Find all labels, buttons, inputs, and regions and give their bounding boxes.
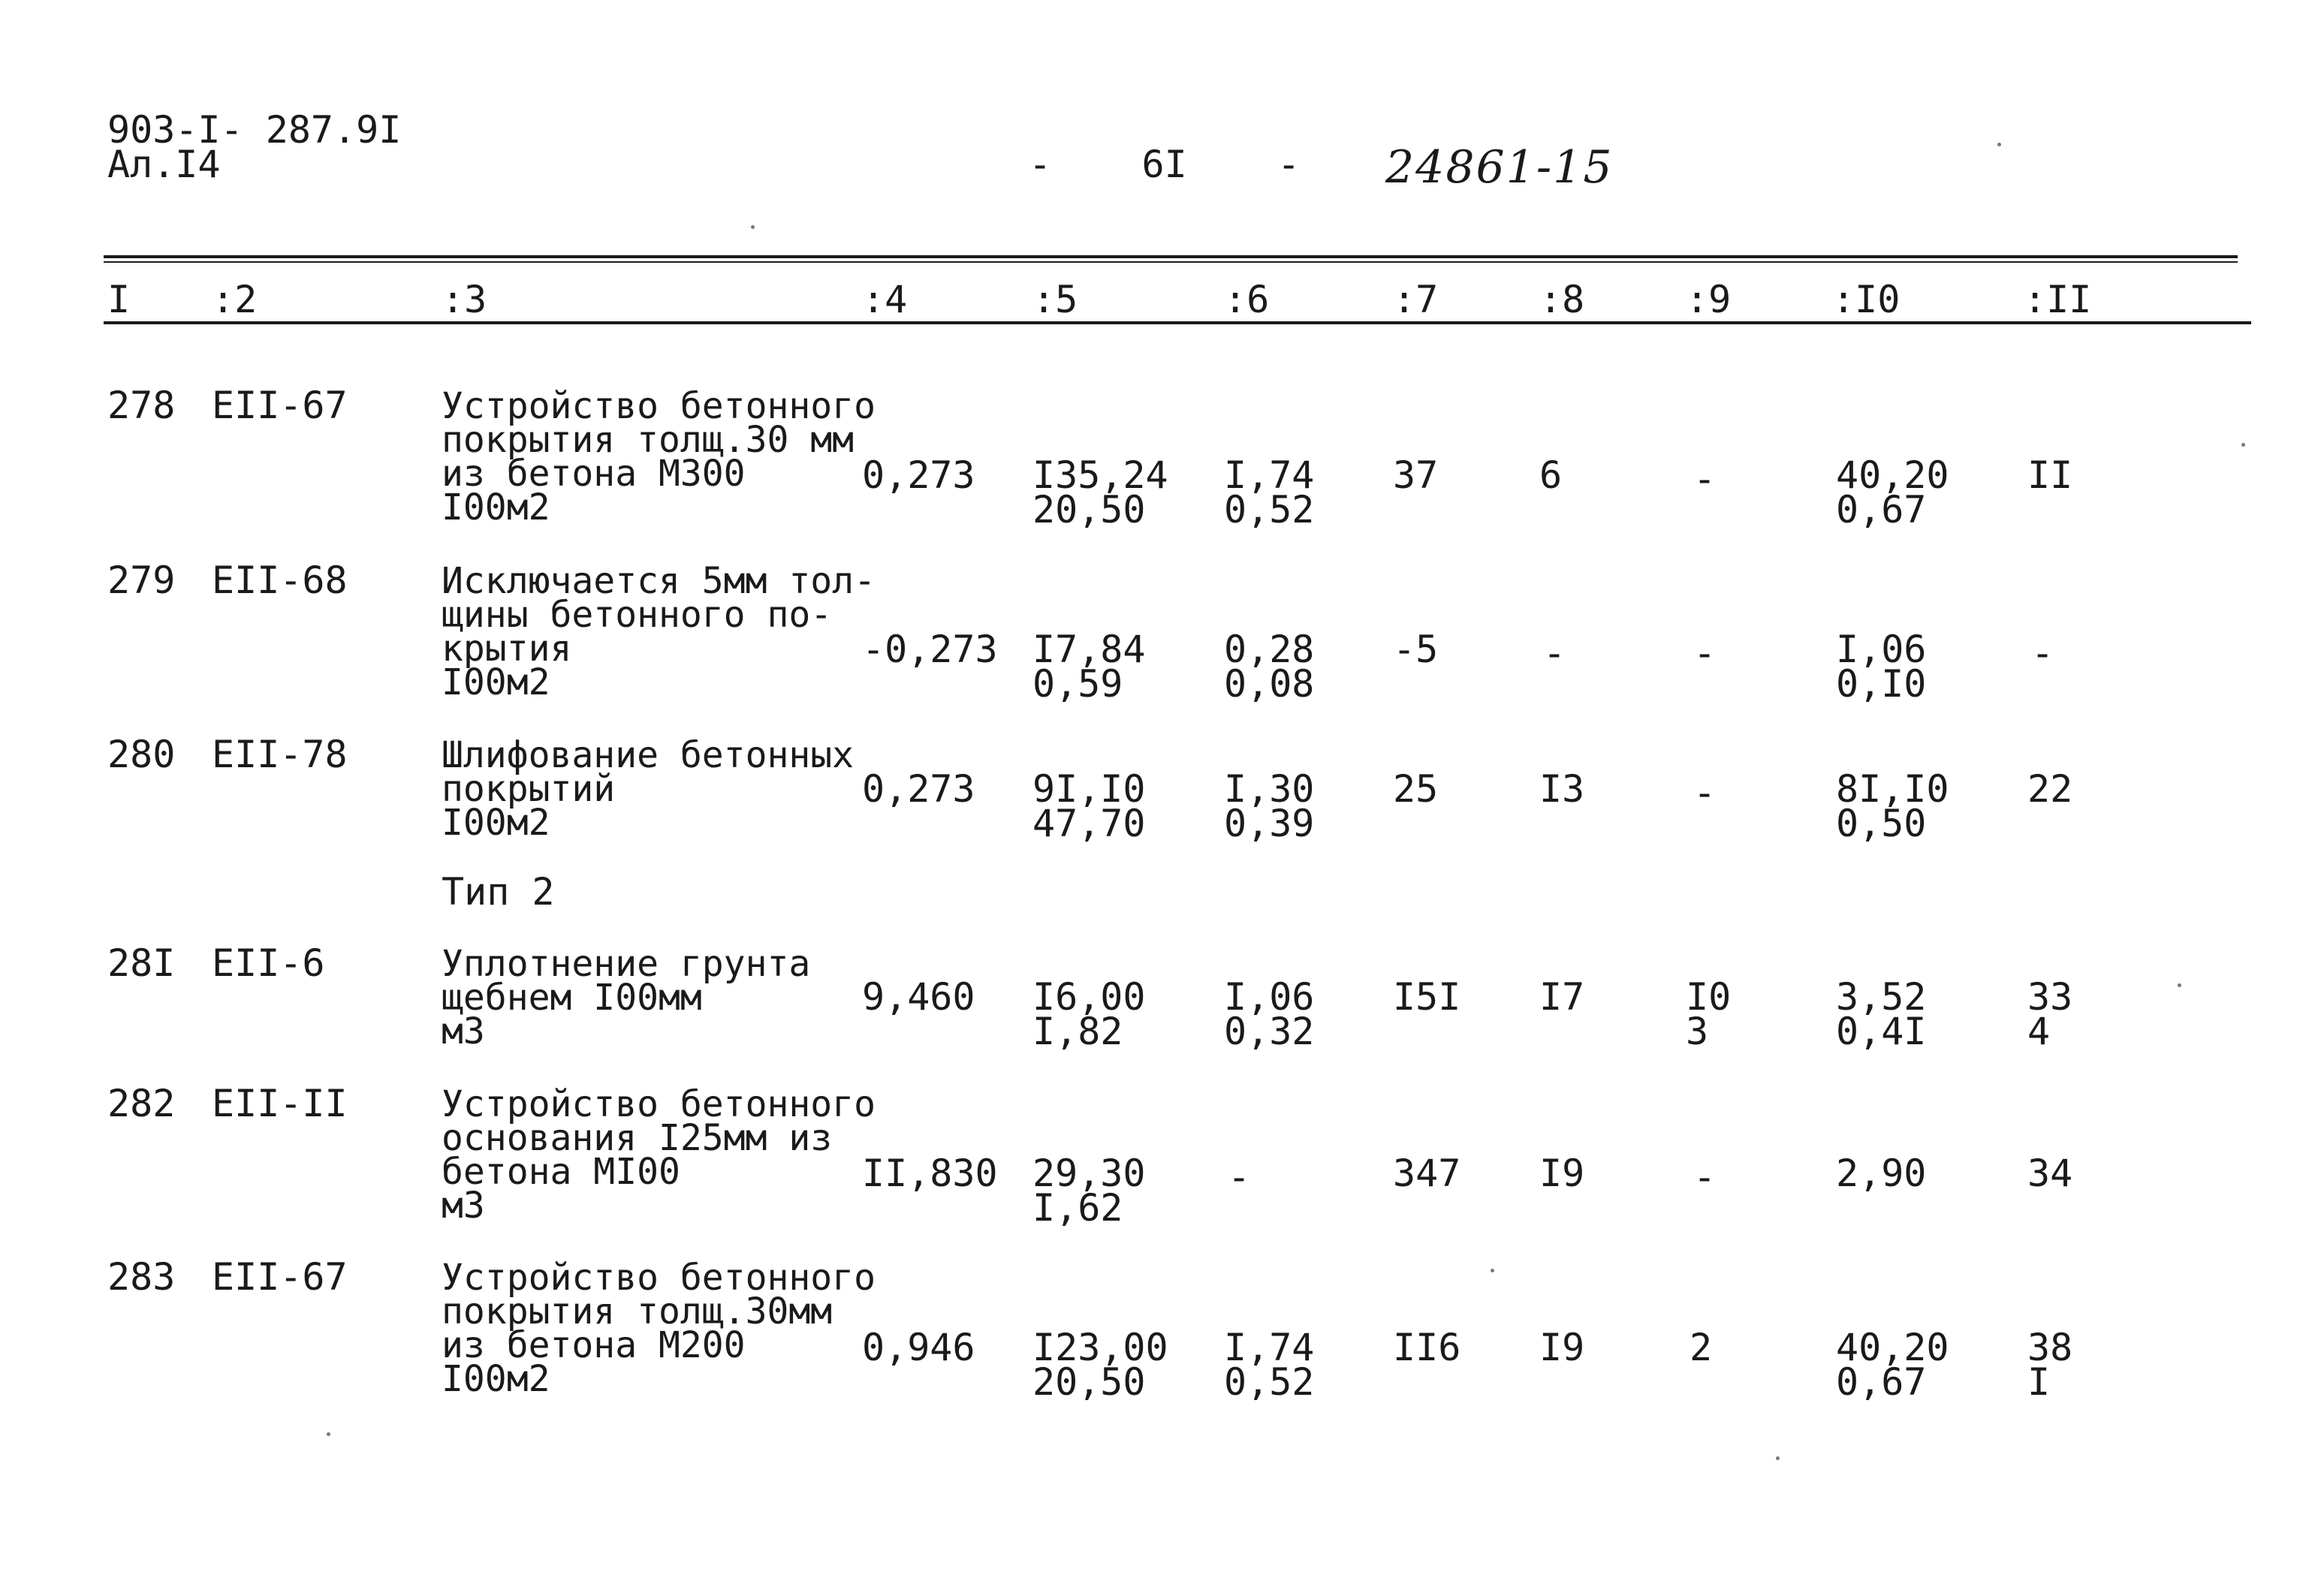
work-description: Исключается 5мм тол- щины бетонного по- крытия I00м2 bbox=[442, 560, 876, 703]
scan-speck bbox=[2178, 983, 2181, 987]
col5-values: I6,00 I,82 bbox=[1032, 975, 1146, 1053]
col-header: :I0 bbox=[1832, 278, 1901, 321]
col10-values: I,06 0,I0 bbox=[1836, 628, 1927, 706]
col9-values: 2 bbox=[1690, 1326, 1713, 1369]
col5-values: I23,00 20,50 bbox=[1032, 1326, 1168, 1404]
row-number: 279 bbox=[107, 559, 176, 602]
col8-value: I7 bbox=[1539, 975, 1585, 1019]
quantity: -0,273 bbox=[862, 628, 998, 671]
header-top-rule bbox=[104, 255, 2238, 258]
col11-values: 22 bbox=[2027, 767, 2073, 811]
scan-speck bbox=[1776, 1456, 1780, 1460]
col-header: :II bbox=[2024, 278, 2092, 321]
col-header: :5 bbox=[1032, 278, 1078, 321]
handwritten-stamp: 24861-15 bbox=[1385, 141, 1614, 194]
scan-speck bbox=[2241, 443, 2245, 447]
col11-values: 34 bbox=[2027, 1152, 2073, 1195]
col7-value: I5I bbox=[1393, 975, 1461, 1019]
row-number: 283 bbox=[107, 1255, 176, 1299]
col5-values: 9I,I0 47,70 bbox=[1032, 767, 1146, 845]
col5-values: 29,30 I,62 bbox=[1032, 1152, 1146, 1230]
work-description: Уплотнение грунта щебнем I00мм м3 bbox=[442, 943, 811, 1052]
col11-values: 33 4 bbox=[2027, 975, 2073, 1053]
col10-values: 2,90 bbox=[1836, 1152, 1927, 1195]
col6-values: I,30 0,39 bbox=[1224, 767, 1315, 845]
col6-values: I,74 0,52 bbox=[1224, 453, 1315, 531]
rate-code: EII-II bbox=[212, 1082, 348, 1125]
row-number: 28I bbox=[107, 941, 176, 985]
header-top-rule-thin bbox=[104, 261, 2238, 263]
col-header: :8 bbox=[1539, 278, 1585, 321]
col5-values: I35,24 20,50 bbox=[1032, 453, 1168, 531]
work-description: Устройство бетонного покрытия толщ.30мм из бетона М200 I00м2 bbox=[442, 1257, 876, 1400]
scan-speck bbox=[751, 225, 755, 229]
col-header: :6 bbox=[1224, 278, 1270, 321]
col-header: :4 bbox=[862, 278, 908, 321]
rate-code: EII-78 bbox=[212, 733, 348, 776]
col10-values: 3,52 0,4I bbox=[1836, 975, 1927, 1053]
col5-values: I7,84 0,59 bbox=[1032, 628, 1146, 706]
quantity: 9,460 bbox=[862, 975, 975, 1019]
sheet-number: Ал.I4 bbox=[107, 143, 221, 186]
col10-values: 40,20 0,67 bbox=[1836, 1326, 1949, 1404]
col9-values: I0 3 bbox=[1686, 975, 1732, 1053]
col6-values: - bbox=[1228, 1155, 1251, 1199]
col-header: I bbox=[107, 278, 131, 321]
col7-value: 347 bbox=[1393, 1152, 1461, 1195]
section-heading: Тип 2 bbox=[442, 870, 555, 914]
page-number: - 6I - bbox=[1029, 143, 1301, 186]
scan-speck bbox=[327, 1432, 330, 1436]
header-bottom-rule bbox=[104, 321, 2251, 324]
work-description: Шлифование бетонных покрытий I00м2 bbox=[442, 734, 855, 844]
col8-value: I9 bbox=[1539, 1152, 1585, 1195]
col6-values: 0,28 0,08 bbox=[1224, 628, 1315, 706]
row-number: 280 bbox=[107, 733, 176, 776]
work-description: Устройство бетонного покрытия толщ.30 мм из бетона М300 I00м2 bbox=[442, 385, 876, 528]
row-number: 278 bbox=[107, 384, 176, 427]
rate-code: EII-68 bbox=[212, 559, 348, 602]
col11-values: 38 I bbox=[2027, 1326, 2073, 1404]
col10-values: 8I,I0 0,50 bbox=[1836, 767, 1949, 845]
col7-value: -5 bbox=[1393, 628, 1439, 671]
col6-values: I,06 0,32 bbox=[1224, 975, 1315, 1053]
col9-values: - bbox=[1693, 457, 1717, 501]
col10-values: 40,20 0,67 bbox=[1836, 453, 1949, 531]
col8-value: - bbox=[1543, 631, 1566, 675]
col7-value: 25 bbox=[1393, 767, 1439, 811]
col8-value: I9 bbox=[1539, 1326, 1585, 1369]
col11-values: - bbox=[2031, 631, 2054, 675]
quantity: 0,273 bbox=[862, 767, 975, 811]
rate-code: EII-6 bbox=[212, 941, 325, 985]
col7-value: 37 bbox=[1393, 453, 1439, 497]
quantity: II,830 bbox=[862, 1152, 998, 1195]
col8-value: 6 bbox=[1539, 453, 1563, 497]
col-header: :2 bbox=[212, 278, 258, 321]
col-header: :3 bbox=[442, 278, 487, 321]
col-header: :9 bbox=[1686, 278, 1732, 321]
col11-values: II bbox=[2027, 453, 2073, 497]
col7-value: II6 bbox=[1393, 1326, 1461, 1369]
work-description: Устройство бетонного основания I25мм из бетона МI00 м3 bbox=[442, 1083, 876, 1227]
col6-values: I,74 0,52 bbox=[1224, 1326, 1315, 1404]
col9-values: - bbox=[1693, 771, 1717, 815]
quantity: 0,946 bbox=[862, 1326, 975, 1369]
col9-values: - bbox=[1693, 631, 1717, 675]
col8-value: I3 bbox=[1539, 767, 1585, 811]
rate-code: EII-67 bbox=[212, 384, 348, 427]
quantity: 0,273 bbox=[862, 453, 975, 497]
col9-values: - bbox=[1693, 1155, 1717, 1199]
rate-code: EII-67 bbox=[212, 1255, 348, 1299]
row-number: 282 bbox=[107, 1082, 176, 1125]
scan-speck bbox=[1491, 1269, 1494, 1272]
document-code: 903-I- 287.9I bbox=[107, 108, 402, 152]
scan-speck bbox=[1997, 143, 2001, 146]
col-header: :7 bbox=[1393, 278, 1439, 321]
